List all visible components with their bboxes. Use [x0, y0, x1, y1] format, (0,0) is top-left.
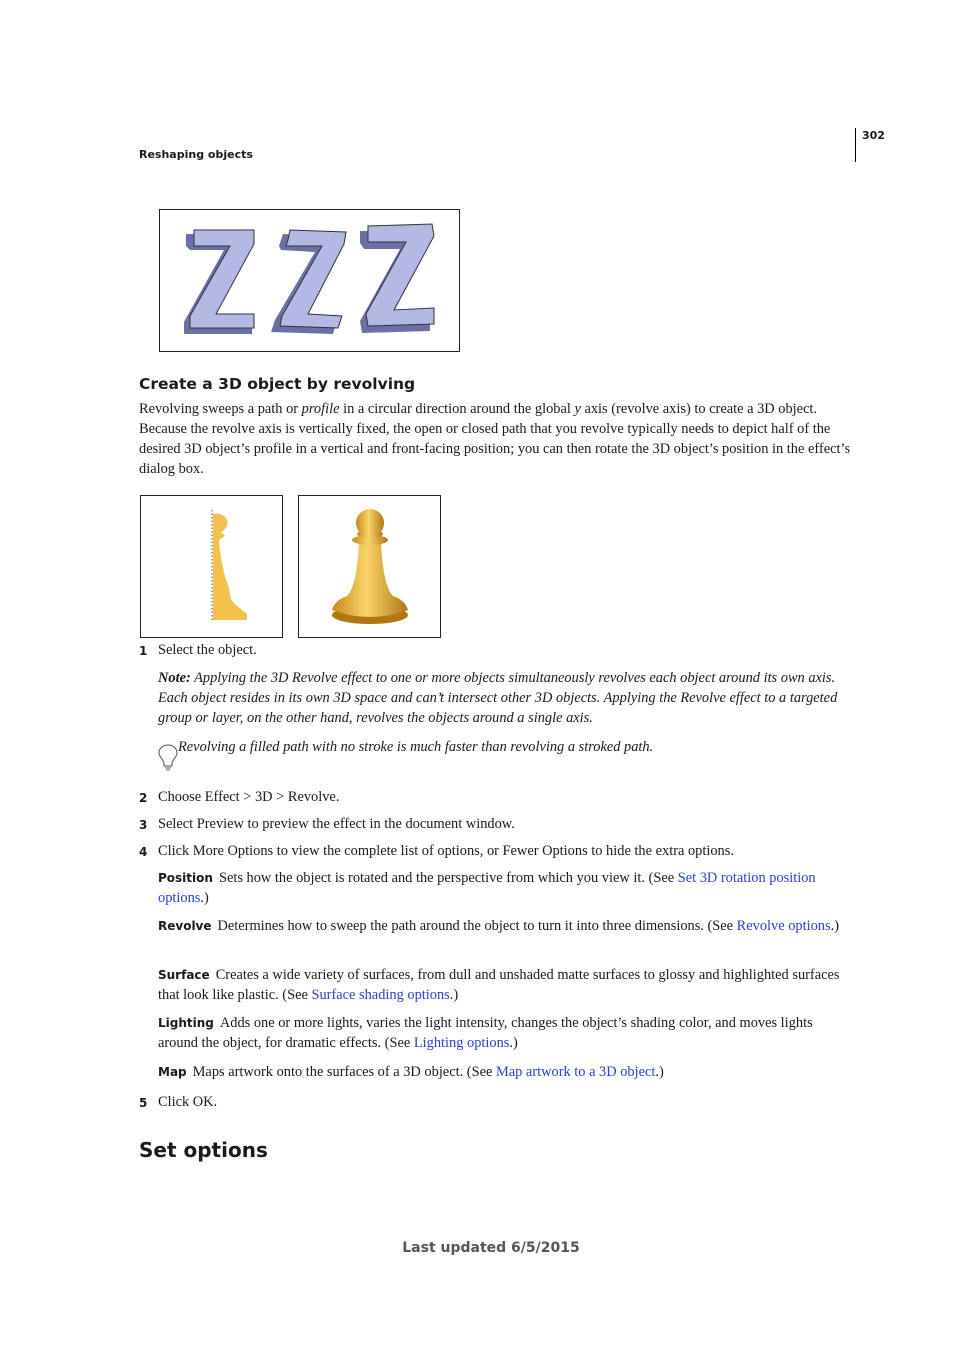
step-5 [139, 1092, 851, 1112]
pawn-profile-illustration [141, 496, 282, 637]
footer-last-updated: Last updated 6/5/2015 [402, 1240, 580, 1256]
intro-paragraph: Revolving sweeps a path or profile in a circular direction around the global y axis (revolve axis) to create a 3D object. Because the revolve axis is vertically fixed, the open or closed path that you revolve typically needs to depict half of the desired 3D object’s profile in a vertical and front-facing position; you can then rotate the 3D object’s position in the effect’s dialog box. [139, 401, 851, 477]
z-letters-illustration [160, 210, 459, 351]
step-number: 5 [139, 1096, 148, 1110]
link-surface-shading-options[interactable]: Surface shading options [311, 987, 450, 1003]
step-text: Select Preview to preview the effect in the document window. [158, 816, 515, 832]
note-paragraph: Note: Applying the 3D Revolve effect to one or more objects simultaneously revolves each object around its own axis. Each object resides in its own 3D space and can’t intersect other 3D objects. Applying the Revolve effect to a targeted group or layer, on the other hand, revolves the objects around a single axis. [158, 670, 838, 726]
z-letter-3 [360, 224, 434, 333]
note-label: Note: [158, 670, 191, 686]
option-position: Position Sets how the object is rotated and the perspective from which you view it. (See Set 3D rotation position options.) [158, 870, 816, 906]
figure-revolved-pawn [298, 495, 441, 638]
step-number: 3 [139, 818, 148, 832]
page-number: 302 [862, 129, 885, 142]
option-lighting: Lighting Adds one or more lights, varies the light intensity, changes the object’s shading color, and moves lights around the object, for dramatic effects. (See Lighting options.) [158, 1015, 813, 1051]
link-revolve-options[interactable]: Revolve options [736, 918, 831, 934]
step-2 [139, 787, 851, 807]
header-rule [855, 128, 856, 162]
figure-z-letters [159, 209, 460, 352]
option-term: Position [158, 871, 213, 885]
option-revolve: Revolve Determines how to sweep the path around the object to turn it into three dimensions. (See Revolve options.) [158, 918, 839, 934]
z-letter-1 [184, 230, 254, 334]
tip-text: Revolving a filled path with no stroke is much faster than revolving a stroked path. [178, 739, 654, 755]
running-head: Reshaping objects [139, 148, 253, 161]
step-number: 2 [139, 791, 148, 805]
figure-pawn-profile [140, 495, 283, 638]
step-number: 4 [139, 845, 148, 859]
lightbulb-icon [157, 743, 179, 773]
link-map-artwork-to-3d-object[interactable]: Map artwork to a 3D object [495, 1064, 656, 1080]
step-4 [139, 841, 851, 861]
revolved-pawn-illustration [299, 496, 440, 637]
option-term: Map [158, 1065, 187, 1079]
step-number: 1 [139, 644, 148, 658]
option-surface: Surface Creates a wide variety of surfaces, from dull and unshaded matte surfaces to glossy and highlighted surfaces that look like plastic. (See Surface shading options.) [158, 967, 840, 1003]
step-text: Click OK. [158, 1094, 218, 1110]
step-1 [139, 640, 851, 660]
step-text: Choose Effect > 3D > Revolve. [158, 789, 340, 805]
option-term: Surface [158, 968, 210, 982]
option-term: Revolve [158, 919, 212, 933]
step-3 [139, 814, 851, 834]
section-heading: Create a 3D object by revolving [139, 375, 416, 393]
link-set-3d-rotation-position-options[interactable]: Set 3D rotation position options [158, 870, 816, 906]
link-lighting-options[interactable]: Lighting options [413, 1035, 510, 1051]
set-options-heading: Set options [139, 1138, 268, 1162]
option-term: Lighting [158, 1016, 214, 1030]
option-map: Map Maps artwork onto the surfaces of a 3D object. (See Map artwork to a 3D object.) [158, 1064, 664, 1080]
z-letter-2 [271, 230, 346, 334]
step-text: Click More Options to view the complete list of options, or Fewer Options to hide the extra options. [158, 843, 734, 859]
step-text: Select the object. [158, 642, 257, 658]
